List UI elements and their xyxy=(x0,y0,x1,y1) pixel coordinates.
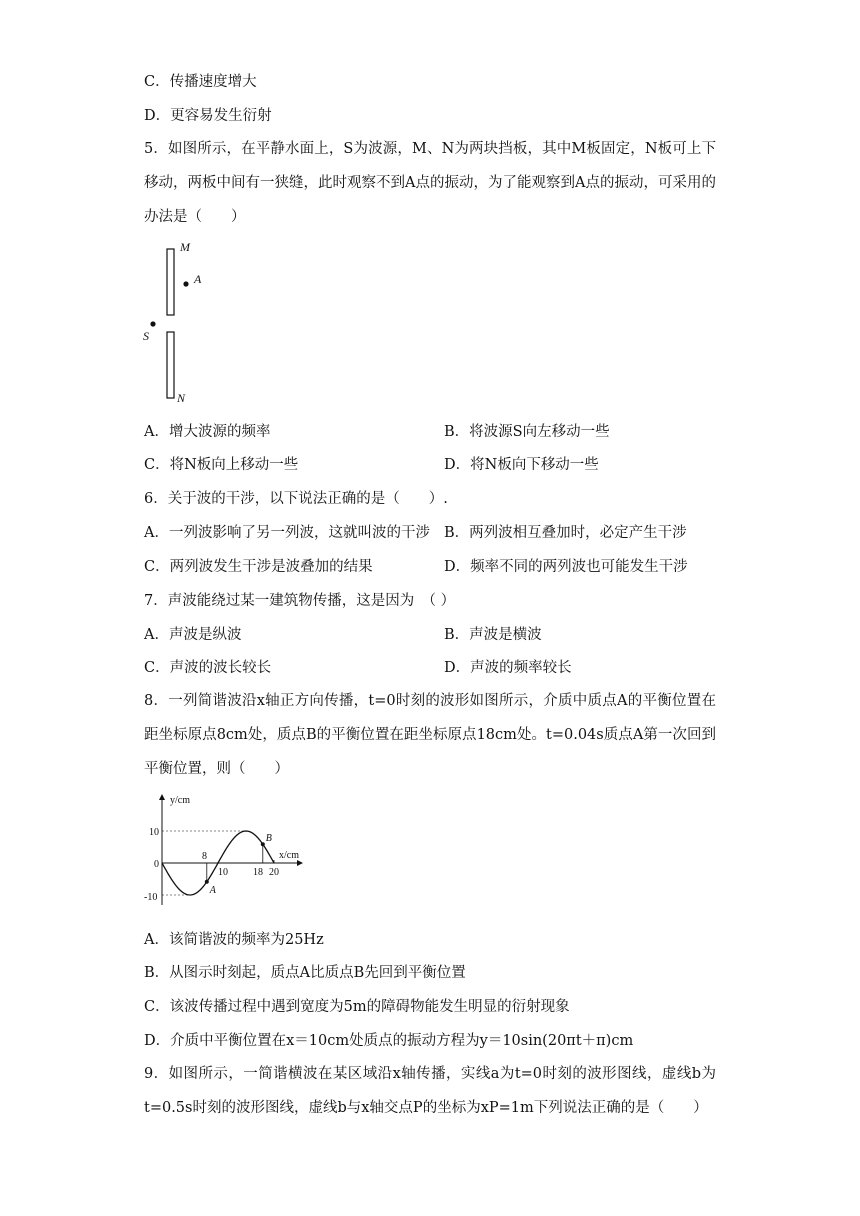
label-a: A xyxy=(194,272,202,286)
q7-option-d: D．声波的频率较长 xyxy=(444,660,572,676)
q6-option-a: A．一列波影响了另一列波，这就叫波的干涉 xyxy=(144,525,430,541)
point-a xyxy=(205,880,209,884)
x-tick-20: 20 xyxy=(269,867,279,878)
plate-m xyxy=(167,249,174,315)
q5-option-c: C．将N板向上移动一些 xyxy=(144,457,299,473)
point-label-a: A xyxy=(209,884,216,896)
q8-stem: 8．一列简谐波沿x轴正方向传播，t=0时刻的波形如图所示，介质中质点A的平衡位置在距坐标原点8cm处，质点B的平衡位置在距坐标原点18cm处。t=0.04s质点A第一次回到平衡位置，则（ ） xyxy=(144,693,716,777)
chart-points xyxy=(205,833,272,896)
q6-stem: 6．关于波的干涉，以下说法正确的是（ ）. xyxy=(144,491,448,507)
label-n: N xyxy=(177,391,186,405)
point-a xyxy=(183,281,188,286)
q4-option-c: C．传播速度增大 xyxy=(144,74,257,90)
point-b xyxy=(261,842,265,846)
y-tick-neg10: -10 xyxy=(144,892,158,903)
q6-option-c: C．两列波发生干涉是波叠加的结果 xyxy=(144,559,373,575)
q8-option-d: D．介质中平衡位置在x＝10cm处质点的振动方程为y＝10sin(20πt＋π)cm xyxy=(144,1033,634,1049)
q4-option-d: D．更容易发生衍射 xyxy=(144,108,272,124)
q8-option-a: A．该简谐波的频率为25Hz xyxy=(144,932,324,948)
q5-option-a: A．增大波源的频率 xyxy=(144,424,271,440)
q8-wave-chart xyxy=(140,790,310,912)
q6-option-b: B．两列波相互叠加时，必定产生干涉 xyxy=(444,525,687,541)
q8-option-c: C．该波传播过程中遇到宽度为5m的障碍物能发生明显的衍射现象 xyxy=(144,999,570,1015)
label-s: S xyxy=(143,329,149,343)
wave-source-s xyxy=(150,321,155,326)
q5-option-b: B．将波源S向左移动一些 xyxy=(444,424,610,440)
point-label-b: B xyxy=(265,833,272,845)
q5-stem: 5．如图所示，在平静水面上，S为波源，M、N为两块挡板，其中M板固定，N板可上下移动，两板中间有一狭缝，此时观察不到A点的振动，为了能观察到A点的振动，可采用的办法是（ ） xyxy=(144,141,716,225)
q5-option-d: D．将N板向下移动一些 xyxy=(444,457,599,473)
q8-option-b: B．从图示时刻起，质点A比质点B先回到平衡位置 xyxy=(144,965,466,981)
y-tick-10: 10 xyxy=(149,827,159,838)
q7-option-c: C．声波的波长较长 xyxy=(144,660,272,676)
q6-option-d: D．频率不同的两列波也可能发生干涉 xyxy=(444,559,688,575)
q7-stem: 7．声波能绕过某一建筑物传播，这是因为 （ ） xyxy=(144,593,456,609)
q9-stem: 9．如图所示，一简谐横波在某区域沿x轴传播，实线a为t=0时刻的波形图线，虚线b为t=0.5s时刻的波形图线，虚线b与x轴交点P的坐标为xP=1m下列说法正确的是（ ） xyxy=(144,1066,716,1116)
x-tick-8: 8 xyxy=(202,851,207,862)
x-tick-10: 10 xyxy=(218,867,228,878)
x-axis-label: x/cm xyxy=(279,850,299,861)
y-tick-0: 0 xyxy=(154,859,159,870)
q5-figure xyxy=(140,236,210,408)
plate-n xyxy=(167,332,174,398)
q7-option-a: A．声波是纵波 xyxy=(144,627,242,643)
label-m: M xyxy=(180,240,190,254)
q7-option-b: B．声波是横波 xyxy=(444,627,542,643)
y-axis-label: y/cm xyxy=(170,795,190,806)
x-tick-18: 18 xyxy=(253,867,263,878)
